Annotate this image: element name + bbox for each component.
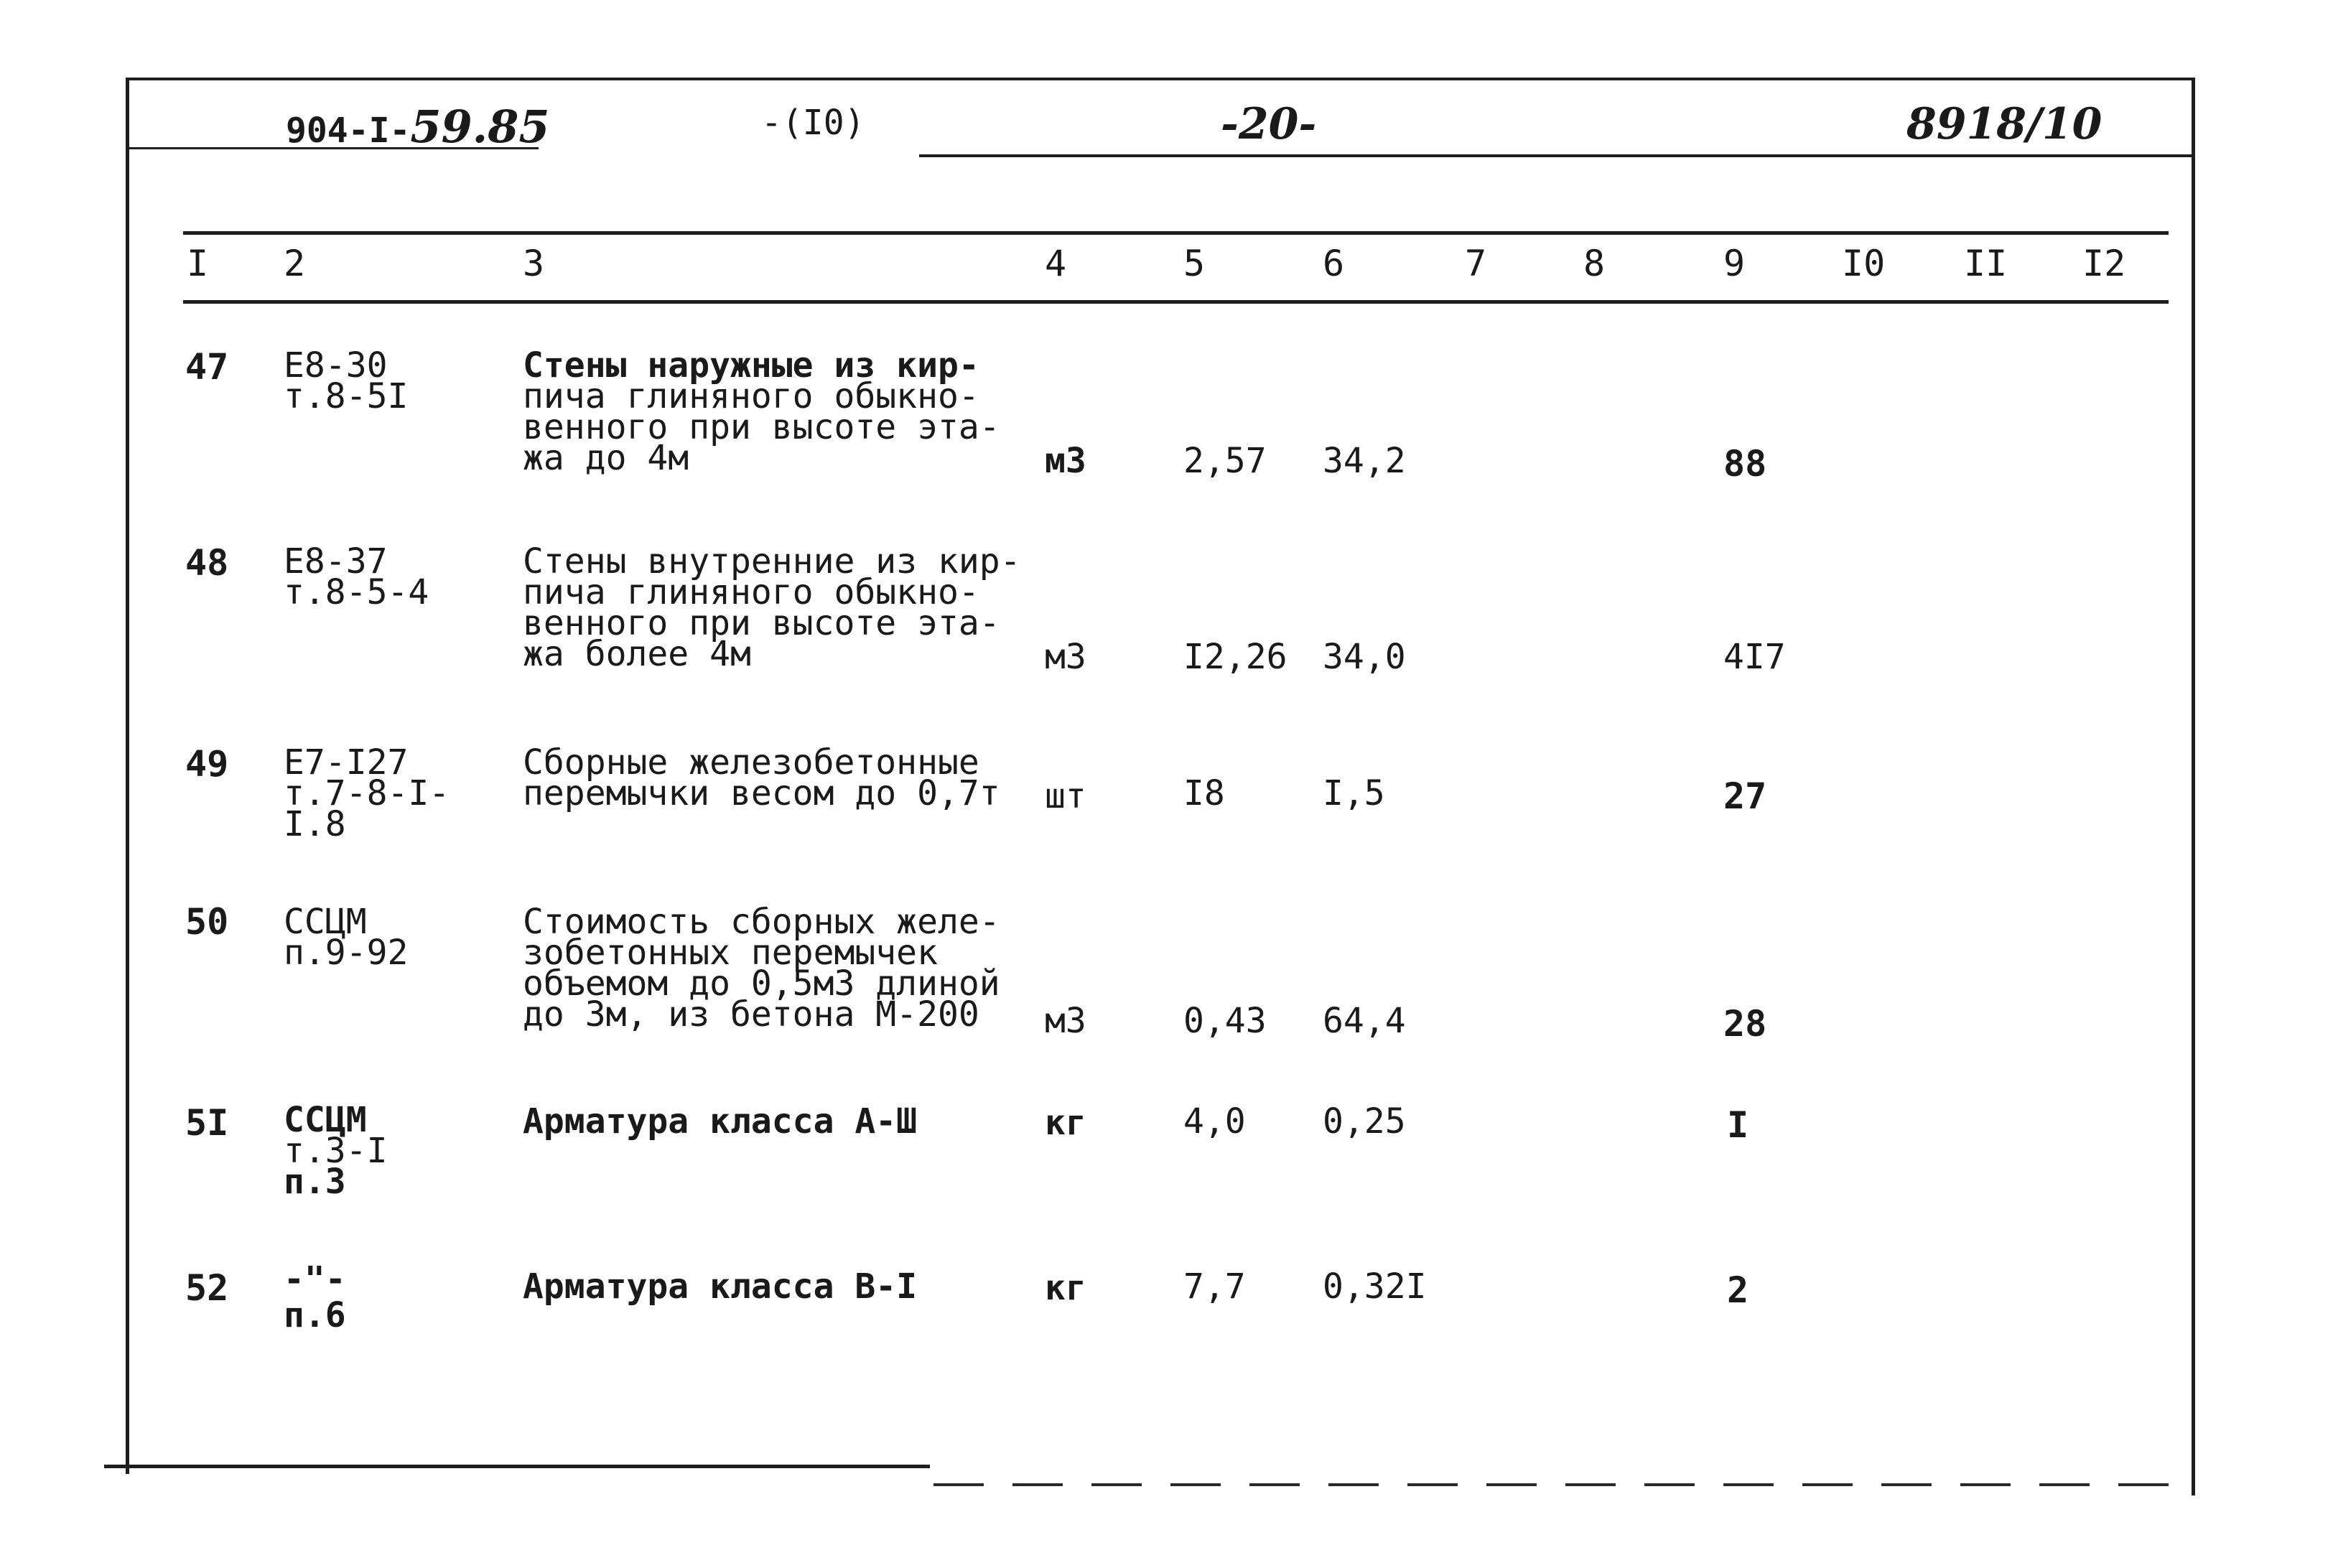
row-code-line: E8-37 [284,541,388,582]
doc-code-handwritten: 59.85 [410,101,550,153]
page-number: -20- [1221,99,1317,149]
row-code-line: I.8 [284,804,346,844]
row-description-line: венного при высоте эта- [523,407,1000,447]
frame-left-line [126,78,129,1474]
doc-code-printed: 904-I- [286,111,411,151]
row-quantity: 7,7 [1183,1266,1246,1307]
row-unit-price: I,5 [1323,773,1385,813]
row-code-line: ССЦМ [284,902,367,942]
column-header-1: I [187,243,209,284]
row-description-line: пича глиняного обыкно- [523,376,979,416]
row-unit: шт [1045,776,1086,816]
sheet-ref: -(I0) [761,103,865,143]
row-unit: кг [1045,1103,1086,1143]
row-unit-price: 34,0 [1323,637,1406,677]
header-divider-line-right [919,154,2194,157]
doc-code [286,101,550,153]
row-description-line: жа более 4м [523,634,751,674]
row-description-line: до 3м, из бетона М-200 [523,994,979,1035]
row-total: 2 [1727,1269,1749,1311]
column-header-7: 7 [1465,243,1487,284]
row-total: 88 [1723,443,1767,485]
frame-bottom-dashes [933,1483,2190,1486]
row-number: 5I [185,1102,229,1144]
row-description-line: зобетонных перемычек [523,933,938,973]
row-code-line: ССЦМ [284,1100,367,1140]
row-unit: кг [1045,1268,1086,1308]
row-number: 48 [185,542,229,584]
row-total: 27 [1723,775,1767,817]
row-quantity: I2,26 [1183,637,1287,677]
row-unit-price: 0,25 [1323,1101,1406,1142]
row-unit: м3 [1045,441,1086,481]
column-header-3: 3 [523,243,545,284]
row-total: 28 [1723,1003,1767,1045]
row-description-line: пича глиняного обыкно- [523,572,979,612]
row-unit: м3 [1045,637,1086,677]
row-unit-price: 34,2 [1323,441,1406,481]
row-number: 50 [185,901,229,943]
row-description-line: Арматура класса А-Ш [523,1101,918,1142]
column-header-4: 4 [1045,243,1067,284]
column-header-2: 2 [284,243,306,284]
column-header-9: 9 [1723,243,1746,284]
frame-right-line [2192,78,2195,1495]
column-header-11: II [1964,243,2008,284]
row-description-line: Стены внутренние из кир- [523,541,1021,582]
row-quantity: 2,57 [1183,441,1267,481]
row-code-line: E7-I27 [284,742,409,783]
table-header-rule [183,300,2169,304]
row-code-line: п.9-92 [284,933,409,973]
row-quantity: 4,0 [1183,1101,1246,1142]
row-quantity: I8 [1183,773,1225,813]
row-code-line: т.7-8-I- [284,773,450,813]
column-header-5: 5 [1183,243,1206,284]
row-total: I [1727,1104,1749,1146]
row-description-line: венного при высоте эта- [523,603,1000,643]
row-code-line: п.3 [284,1162,346,1202]
row-description-line: Сборные железобетонные [523,742,979,783]
row-description-line: Стоимость сборных желе- [523,902,1000,942]
row-unit-price: 0,32I [1323,1266,1427,1307]
column-header-8: 8 [1583,243,1606,284]
frame-top-line [126,78,2194,80]
frame-bottom-line [104,1465,930,1468]
row-total: 4I7 [1723,637,1786,677]
row-description-line: жа до 4м [523,438,689,478]
row-code-line: E8-30 [284,345,388,386]
row-code-line: т.8-5I [284,376,409,416]
row-code-line: т.3-I [284,1131,388,1171]
column-header-12: I2 [2082,243,2126,284]
column-header-6: 6 [1323,243,1345,284]
row-description-line: объемом до 0,5м3 длиной [523,963,1000,1004]
row-quantity: 0,43 [1183,1001,1267,1041]
row-unit: м3 [1045,1001,1086,1041]
column-header-10: I0 [1842,243,1886,284]
row-code-line: -"- [284,1259,346,1299]
row-number: 52 [185,1267,229,1309]
table-top-rule [183,231,2169,235]
archive-number: 8918/10 [1906,99,2103,149]
row-description-line: перемычки весом до 0,7т [523,773,1000,813]
row-description-line: Стены наружные из кир- [523,345,979,386]
row-code-line: т.8-5-4 [284,572,429,612]
row-number: 49 [185,743,229,785]
row-code-line: п.6 [284,1295,346,1335]
row-number: 47 [185,346,229,388]
row-unit-price: 64,4 [1323,1001,1406,1041]
row-description-line: Арматура класса В-I [523,1266,918,1307]
